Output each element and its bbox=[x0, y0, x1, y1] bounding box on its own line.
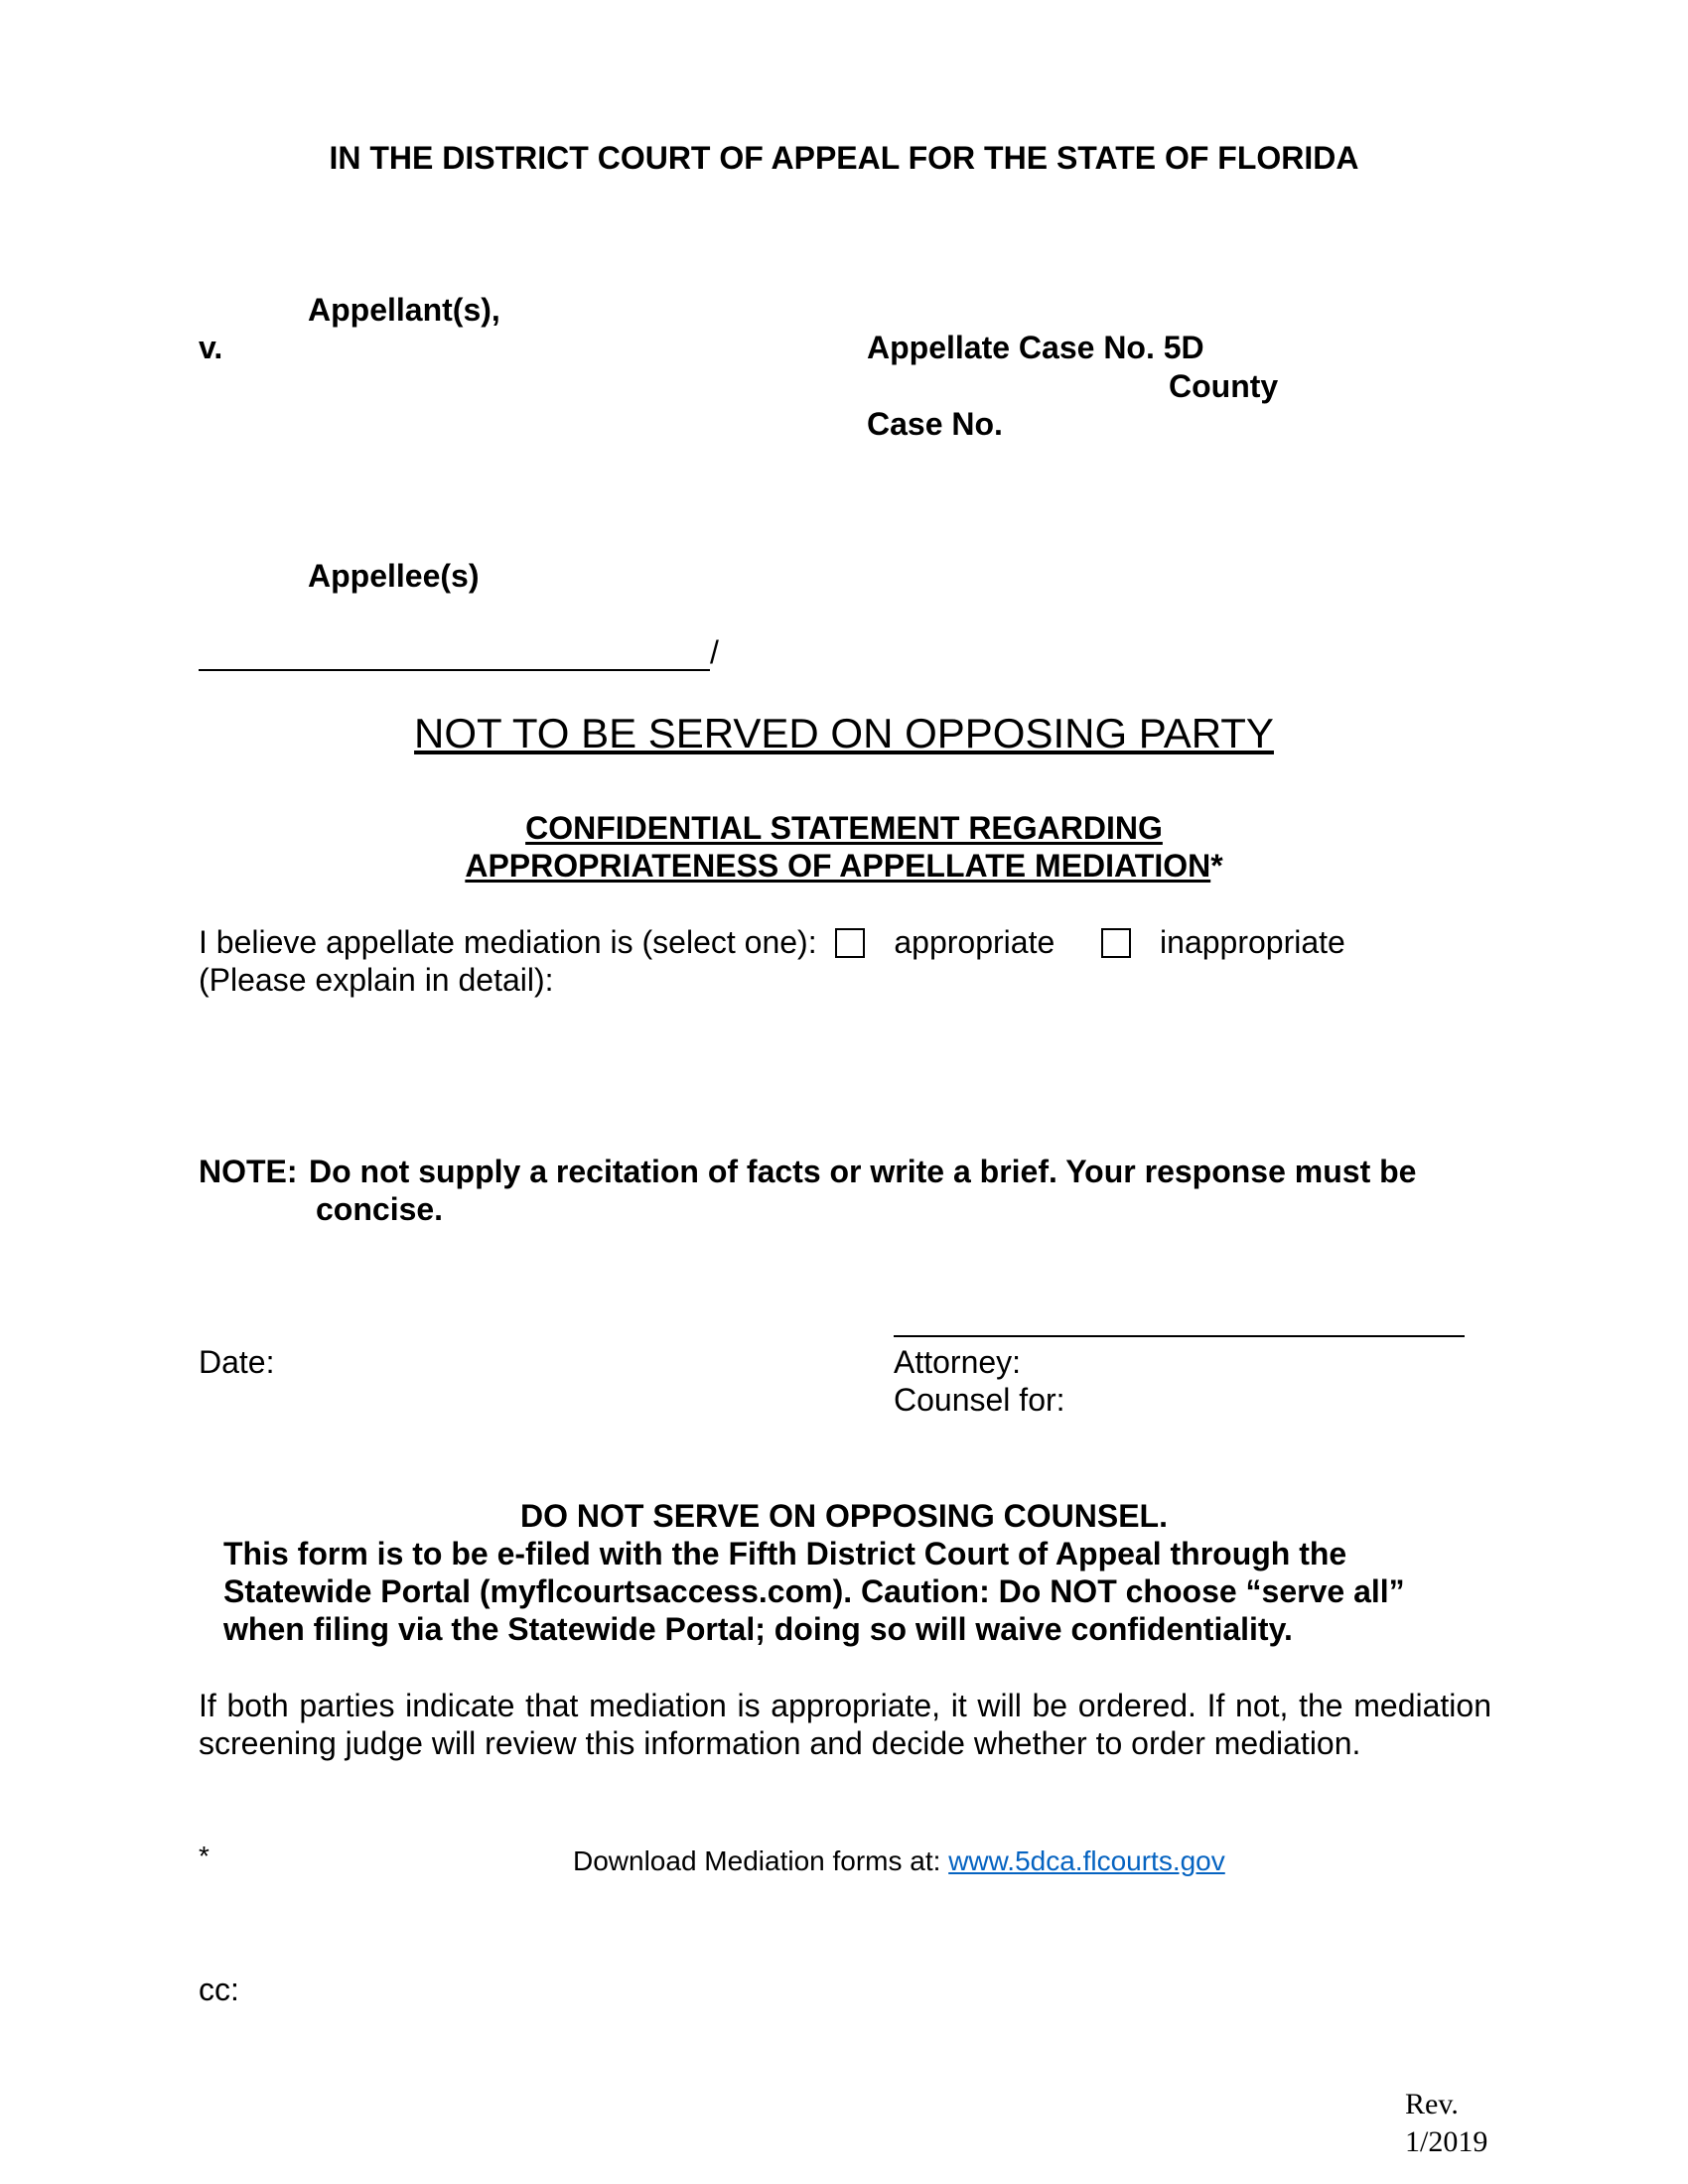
instructions-line2: Statewide Portal (myflcourtsaccess.com). Caution: Do NOT choose “serve all” bbox=[223, 1573, 1405, 1609]
court-title: IN THE DISTRICT COURT OF APPEAL FOR THE STATE OF FLORIDA bbox=[329, 140, 1359, 176]
versus-label: v. bbox=[199, 330, 223, 365]
inappropriate-checkbox[interactable] bbox=[1101, 928, 1131, 958]
not-to-be-served-title: NOT TO BE SERVED ON OPPOSING PARTY bbox=[414, 710, 1274, 756]
selection-prompt: I believe appellate mediation is (select one): bbox=[199, 924, 817, 960]
explanation-paragraph: If both parties indicate that mediation is appropriate, it will be ordered. If not, the mediation screening judge will review this information and decide whether to order mediation. bbox=[199, 1688, 1491, 1761]
footnote-download bbox=[573, 1844, 1225, 1878]
statement-asterisk: * bbox=[1210, 848, 1223, 884]
appellee-label: Appellee(s) bbox=[308, 558, 480, 594]
revision-label: Rev. bbox=[1405, 2088, 1459, 2120]
note-line2: concise. bbox=[316, 1191, 444, 1227]
selection-row bbox=[199, 923, 1345, 961]
appropriate-checkbox[interactable] bbox=[835, 928, 865, 958]
statement-title-line2 bbox=[0, 847, 1688, 885]
inappropriate-label: inappropriate bbox=[1160, 924, 1345, 960]
statement-title-text: APPROPRIATENESS OF APPELLATE MEDIATION bbox=[465, 848, 1211, 884]
note-label: NOTE: bbox=[199, 1154, 298, 1189]
signature-line bbox=[894, 1335, 1465, 1337]
footnote-marker: * bbox=[199, 1841, 210, 1871]
download-text: Download Mediation forms at: bbox=[573, 1845, 941, 1876]
revision-date: 1/2019 bbox=[1405, 2125, 1488, 2158]
explain-label: (Please explain in detail): bbox=[199, 962, 554, 998]
instructions-line1: This form is to be e-filed with the Fifth District Court of Appeal through the bbox=[223, 1536, 1347, 1571]
website-link[interactable]: www.5dca.flcourts.gov bbox=[948, 1845, 1225, 1876]
appellate-case-label: Appellate Case No. 5D bbox=[867, 330, 1204, 365]
case-no-label: Case No. bbox=[867, 406, 1003, 442]
appropriate-label: appropriate bbox=[894, 924, 1055, 960]
county-label: County bbox=[1169, 368, 1279, 404]
attorney-label: Attorney: bbox=[894, 1344, 1022, 1380]
counsel-label: Counsel for: bbox=[894, 1382, 1065, 1418]
caption-end-slash: / bbox=[710, 634, 719, 670]
do-not-serve-heading: DO NOT SERVE ON OPPOSING COUNSEL. bbox=[520, 1498, 1168, 1534]
caption-rule bbox=[199, 669, 710, 671]
cc-label: cc: bbox=[199, 1972, 239, 2007]
instructions-line3: when filing via the Statewide Portal; doing so will waive confidentiality. bbox=[223, 1611, 1293, 1647]
date-label: Date: bbox=[199, 1344, 275, 1380]
statement-title-line1: CONFIDENTIAL STATEMENT REGARDING bbox=[525, 810, 1163, 846]
note-line1: Do not supply a recitation of facts or write a brief. Your response must be bbox=[309, 1154, 1417, 1189]
appellant-label: Appellant(s), bbox=[308, 292, 500, 328]
